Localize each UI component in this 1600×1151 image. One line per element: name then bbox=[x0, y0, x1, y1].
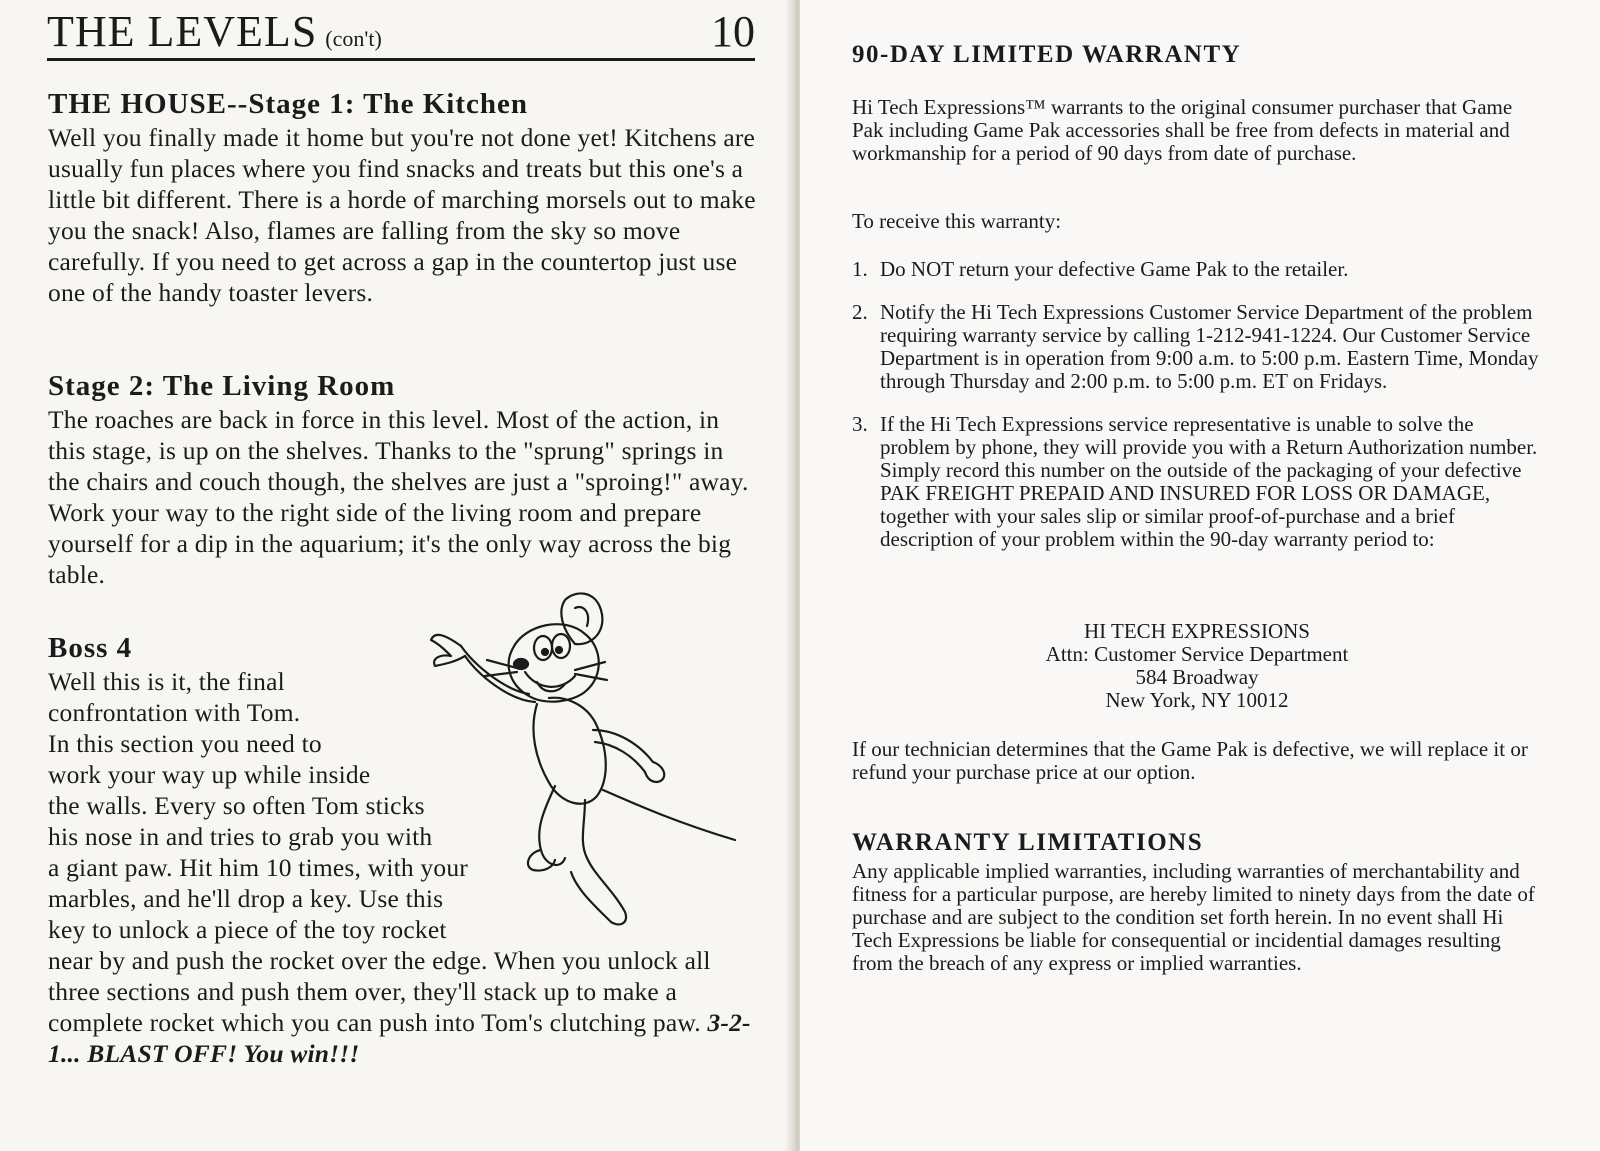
blast-off-text: 3-2-1... BLAST OFF! You win!!! bbox=[48, 1008, 751, 1068]
warranty-step bbox=[852, 258, 1542, 281]
boss-line: work your way up while inside bbox=[48, 760, 371, 789]
warranty-title: 90-DAY LIMITED WARRANTY bbox=[852, 41, 1242, 68]
receive-text: To receive this warranty: bbox=[852, 209, 1062, 233]
left-page bbox=[0, 0, 790, 1151]
page-header bbox=[47, 6, 755, 61]
jerry-mouse-illustration bbox=[425, 590, 755, 930]
page-subtitle: (con't) bbox=[325, 26, 382, 51]
warranty-title-block bbox=[852, 40, 1542, 70]
right-page bbox=[800, 0, 1600, 1151]
boss-line: his nose in and tries to grab you with bbox=[48, 822, 433, 851]
living-room-heading: Stage 2: The Living Room bbox=[48, 370, 396, 402]
page-number: 10 bbox=[711, 7, 755, 56]
step-text: Do NOT return your defective Game Pak to the retailer. bbox=[880, 257, 1349, 281]
boss-line: Well this is it, the final bbox=[48, 667, 285, 696]
boss-line: In this section you need to bbox=[48, 729, 322, 758]
address-company: HI TECH EXPRESSIONS bbox=[1084, 619, 1310, 643]
boss-line: marbles, and he'll drop a key. Use this bbox=[48, 884, 444, 913]
address-street: 584 Broadway bbox=[1135, 665, 1259, 689]
kitchen-heading: THE HOUSE--Stage 1: The Kitchen bbox=[48, 88, 528, 120]
limitations-title-block bbox=[852, 828, 1542, 858]
kitchen-section bbox=[48, 86, 758, 308]
warranty-step bbox=[852, 301, 1542, 393]
replace-text: If our technician determines that the Game Pak is defective, we will replace it or refund your purchase price at our option. bbox=[852, 737, 1528, 784]
warranty-steps bbox=[852, 258, 1542, 571]
boss-line: a giant paw. Hit him 10 times, with your bbox=[48, 853, 468, 882]
warranty-step bbox=[852, 413, 1542, 551]
boss-heading: Boss 4 bbox=[48, 632, 133, 664]
step-number: 1. bbox=[852, 257, 868, 281]
kitchen-body: Well you finally made it home but you're not done yet! Kitchens are usually fun places where you find snacks and treats but this one's a little bit different. There is a horde of marching morsels out to make you the snack! Also, flames are falling from the sky so move carefully. If you need to get across a gap in the countertop just use one of the handy toaster levers. bbox=[48, 123, 756, 307]
page-title: THE LEVELS (con't) bbox=[47, 7, 382, 56]
limitations-text: Any applicable implied warranties, including warranties of merchantability and fitness for a particular purpose, are hereby limited to ninety days from the date of purchase and are subject to the condition set forth herein. In no event shall Hi Tech Expressions be liable for consequential or incidential damages resulting from the breach of any express or implied warranties. bbox=[852, 859, 1535, 975]
step-number: 2. bbox=[852, 300, 868, 324]
limitations-title: WARRANTY LIMITATIONS bbox=[852, 829, 1204, 856]
boss-line: confrontation with Tom. bbox=[48, 698, 301, 727]
receive-line bbox=[852, 210, 1542, 233]
mailing-address bbox=[852, 620, 1542, 712]
living-room-body: The roaches are back in force in this level. Most of the action, in this stage, is up on the shelves. Thanks to the "sprung" springs in the chairs and couch though, the shelves are just a "sproing!" away. Work your way to the right side of the living room and prepare yourself for a dip in the aquarium; it's the only way across the big table. bbox=[48, 405, 749, 589]
boss-line: key to unlock a piece of the toy rocket bbox=[48, 915, 447, 944]
step-number: 3. bbox=[852, 412, 868, 436]
limitations-body bbox=[852, 860, 1542, 975]
warranty-intro-text: Hi Tech Expressions™ warrants to the original consumer purchaser that Game Pak including Game Pak accessories shall be free from defects in material and workmanship for a period of 90 days from date of purchase. bbox=[852, 95, 1513, 165]
step-text: Notify the Hi Tech Expressions Customer Service Department of the problem requiring warranty service by calling 1-212-941-1224. Our Customer Service Department is in operation from 9:00 a.m. to 5:00 p.m. Eastern Time, Monday through Thursday and 2:00 p.m. to 5:00 p.m. ET on Fridays. bbox=[880, 300, 1539, 393]
boss-body: near by and push the rocket over the edge. When you unlock all three sections and push them over, they'll stack up to make a complete rocket which you can push into Tom's clutching paw. 3-2-1... BLAST OFF! You win!!! bbox=[48, 946, 751, 1068]
address-attn: Attn: Customer Service Department bbox=[1045, 642, 1349, 666]
boss-line: the walls. Every so often Tom sticks bbox=[48, 791, 425, 820]
warranty-intro bbox=[852, 96, 1542, 165]
replace-paragraph bbox=[852, 738, 1542, 784]
address-city: New York, NY 10012 bbox=[1105, 688, 1289, 712]
living-room-section bbox=[48, 368, 758, 590]
step-text: If the Hi Tech Expressions service representative is unable to solve the problem by phone, they will provide you with a Return Authorization number. Simply record this number on the outside of the packaging of your defective PAK FREIGHT PREPAID AND INSURED FOR LOSS OR DAMAGE, together with your sales slip or similar proof-of-purchase and a brief description of your problem within the 90-day warranty period to: bbox=[880, 412, 1538, 551]
